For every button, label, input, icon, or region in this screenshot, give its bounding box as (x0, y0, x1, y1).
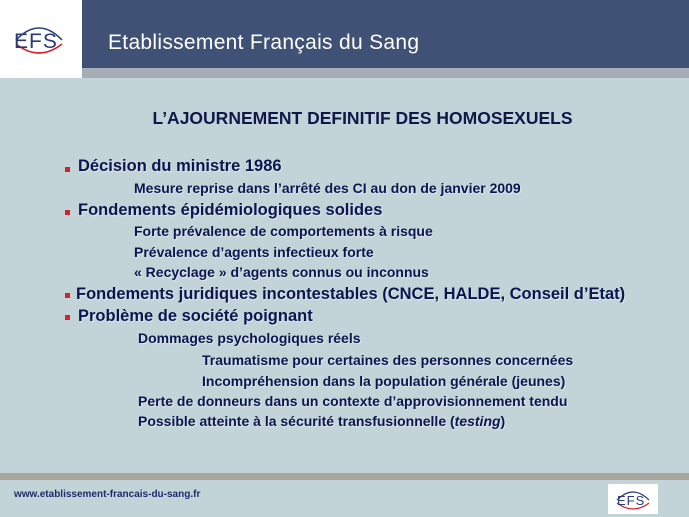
sub-sub-item: Incompréhension dans la population générale (jeunes) (202, 373, 566, 389)
header-divider (82, 68, 689, 78)
slide-title: L’AJOURNEMENT DEFINITIF DES HOMOSEXUELS (152, 108, 573, 128)
sub-item-text: ) (500, 413, 506, 429)
bullet-icon (65, 167, 70, 172)
bullet-icon (65, 315, 70, 320)
logo-text: EFS (14, 30, 58, 53)
bullet-item: Fondements épidémiologiques solides (78, 201, 383, 219)
footer-logo-text: EFS (617, 493, 646, 508)
efs-logo (0, 0, 82, 78)
bullet-item: Décision du ministre 1986 (78, 157, 282, 175)
sub-item: Prévalence d’agents infectieux forte (134, 244, 374, 260)
sub-item: Mesure reprise dans l’arrêté des CI au don de janvier 2009 (134, 180, 521, 196)
sub-item-text: Possible atteinte à la sécurité transfusionnelle ( (138, 413, 455, 429)
bullet-icon (65, 210, 70, 215)
sub-item-italic-text: testing (454, 413, 501, 429)
sub-item: « Recyclage » d’agents connus ou inconnus (134, 264, 429, 280)
footer-divider (0, 473, 689, 480)
bullet-item: Problème de société poignant (78, 307, 313, 325)
brand-title: Etablissement Français du Sang (108, 31, 420, 54)
sub-item: Forte prévalence de comportements à risque (134, 223, 433, 239)
bullet-item: Fondements juridiques incontestables (CNCE, HALDE, Conseil d’Etat) (76, 285, 626, 303)
bullet-icon (65, 293, 70, 298)
sub-item: Dommages psychologiques réels (138, 330, 361, 346)
footer-efs-logo (608, 484, 658, 514)
sub-item: Perte de donneurs dans un contexte d’approvisionnement tendu (138, 393, 568, 409)
footer-url: www.etablissement-francais-du-sang.fr (14, 489, 201, 500)
sub-sub-item: Traumatisme pour certaines des personnes concernées (202, 352, 574, 368)
sub-item (138, 413, 505, 429)
